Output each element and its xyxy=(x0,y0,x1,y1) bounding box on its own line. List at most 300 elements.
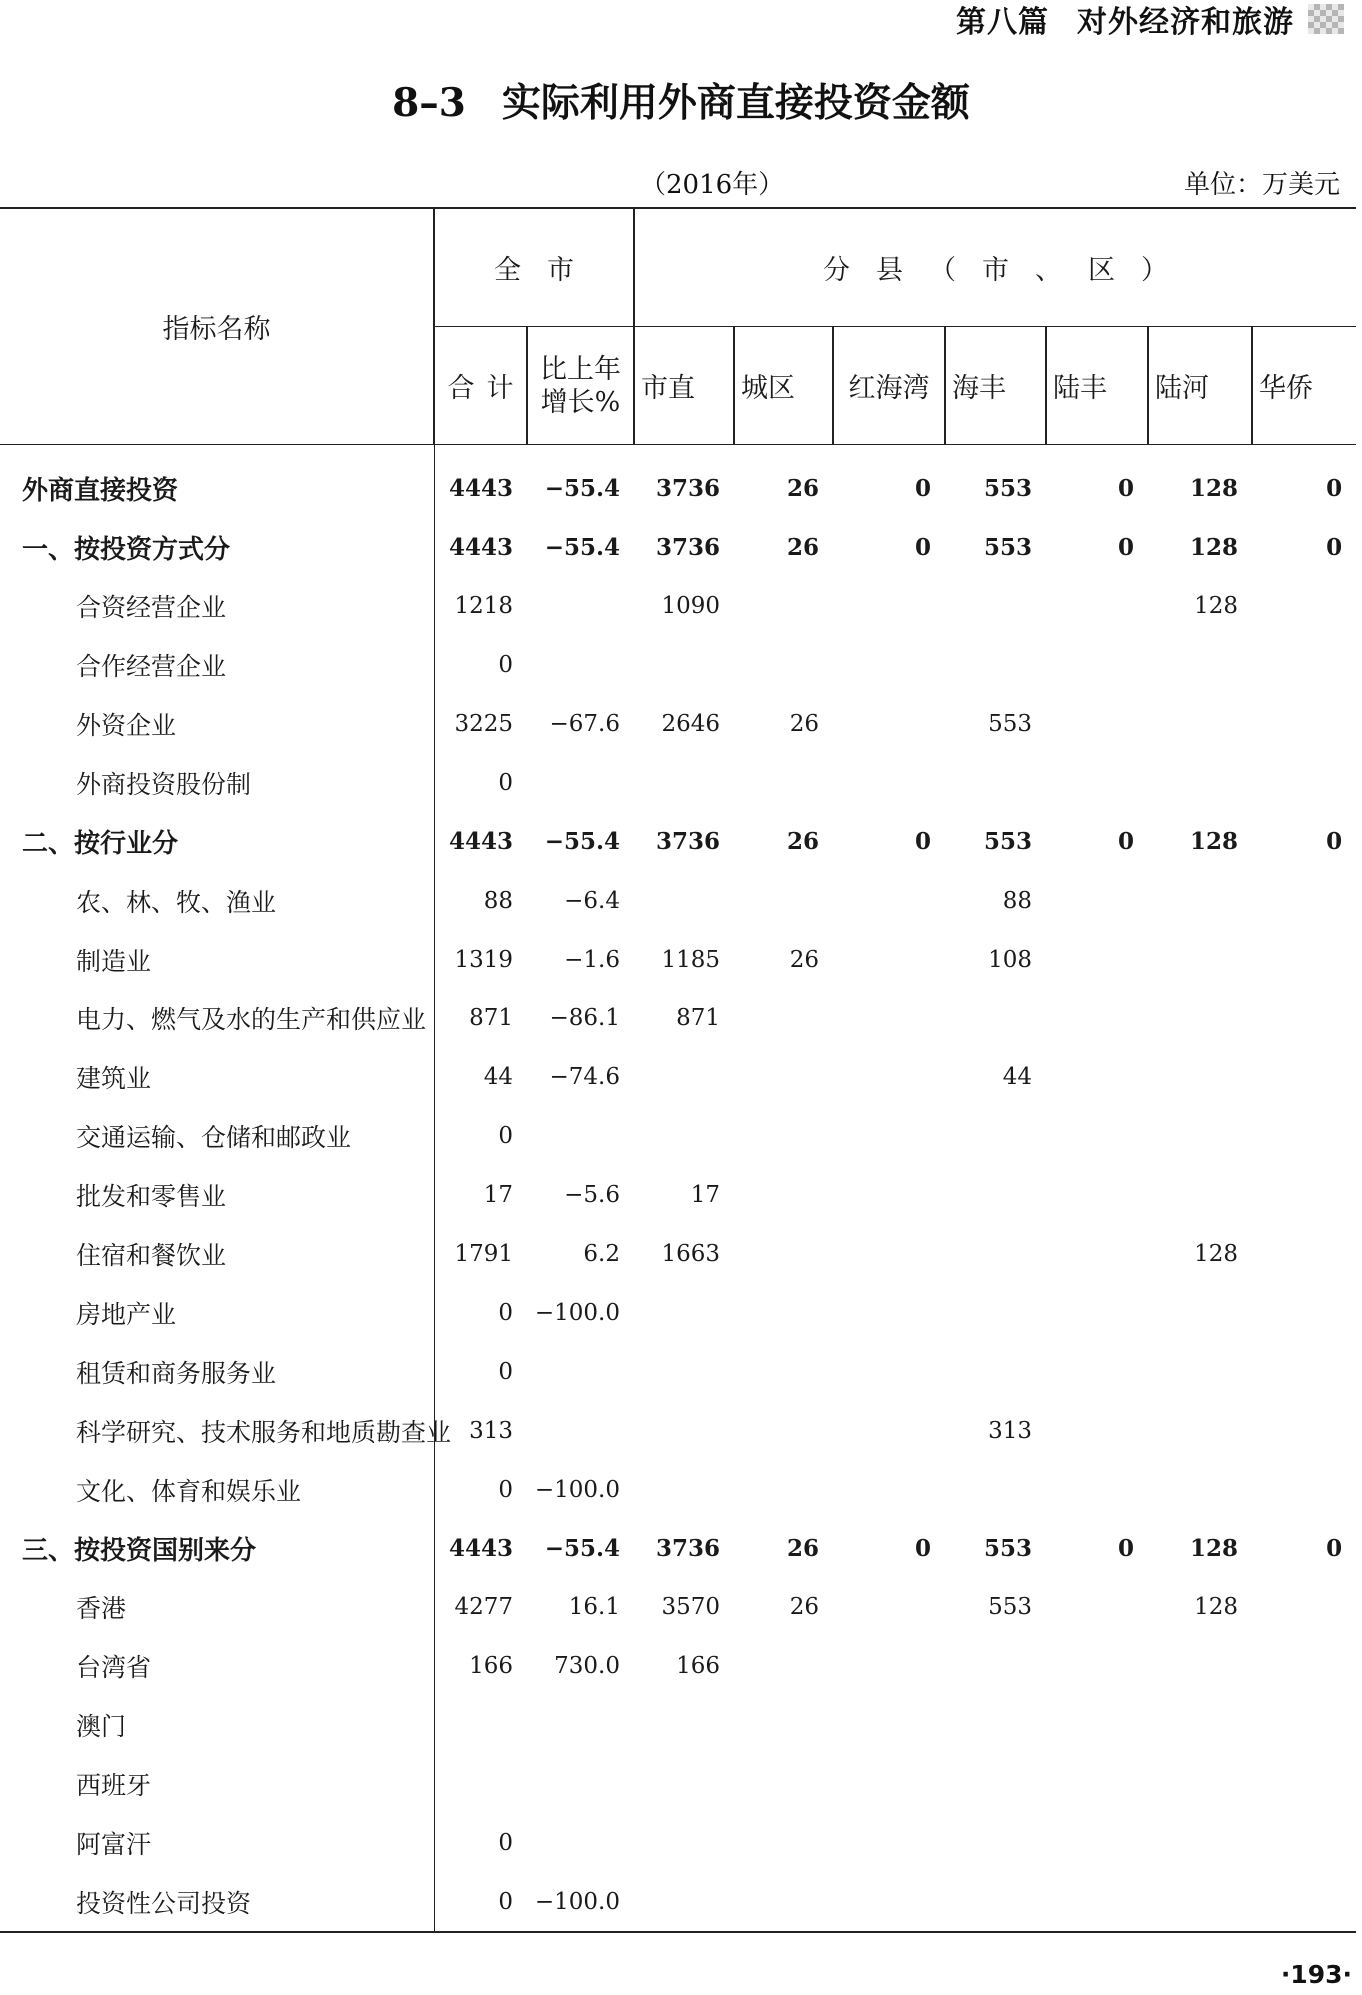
table-row xyxy=(0,1283,1356,1342)
table-title xyxy=(0,72,1362,128)
table-cell xyxy=(734,871,833,930)
table-cell xyxy=(1148,1048,1252,1107)
table-cell: 0 xyxy=(1326,533,1343,561)
table-cell: 0 xyxy=(914,533,931,561)
table-row xyxy=(0,636,1356,695)
table-cell: 26 xyxy=(786,474,819,502)
row-label: 外商直接投资 xyxy=(0,445,434,518)
table-cell xyxy=(945,1107,1046,1166)
table-cell: 3570 xyxy=(661,1594,720,1621)
table-cell xyxy=(945,1166,1046,1225)
table-cell xyxy=(1148,1342,1252,1401)
table-cell xyxy=(734,1696,833,1755)
table-row xyxy=(0,1225,1356,1284)
table-cell: −67.6 xyxy=(549,711,620,737)
header-col-lufeng-label: 陆丰 xyxy=(1053,373,1107,404)
header-col-shizhi-label: 市直 xyxy=(641,373,695,404)
table-row xyxy=(0,1342,1356,1401)
table-cell: 0 xyxy=(498,769,513,796)
table-cell xyxy=(833,1401,945,1460)
table-cell xyxy=(945,753,1046,812)
table-cell xyxy=(1046,636,1148,695)
table-cell: 128 xyxy=(1194,1594,1238,1621)
table-cell xyxy=(527,1342,634,1401)
table-cell: 17 xyxy=(483,1182,513,1209)
table-cell xyxy=(833,1696,945,1755)
table-cell: 1090 xyxy=(661,593,720,620)
table-cell: 26 xyxy=(786,533,819,561)
table-cell: 26 xyxy=(786,1534,819,1562)
table-cell xyxy=(1046,1342,1148,1401)
table-cell: 0 xyxy=(1326,1534,1343,1562)
table-cell xyxy=(1252,871,1356,930)
table-cell: 16.1 xyxy=(568,1594,620,1621)
table-cell: 44 xyxy=(1002,1064,1032,1091)
table-cell: −74.6 xyxy=(549,1064,620,1091)
table-cell xyxy=(634,1872,734,1932)
table-cell xyxy=(1148,1283,1252,1342)
table-cell: 3736 xyxy=(655,828,720,856)
table-cell xyxy=(734,1283,833,1342)
table-cell xyxy=(1252,1637,1356,1696)
table-cell xyxy=(1046,1460,1148,1519)
table-cell xyxy=(1046,989,1148,1048)
table-cell: 1218 xyxy=(454,593,513,620)
table-row xyxy=(0,1813,1356,1872)
table-cell xyxy=(833,636,945,695)
year-note: （2016年） xyxy=(640,170,785,200)
table-cell xyxy=(1046,1696,1148,1755)
table-cell xyxy=(734,1342,833,1401)
row-label: 租赁和商务服务业 xyxy=(0,1342,434,1401)
data-table-wrapper xyxy=(0,207,1356,1933)
table-row xyxy=(0,1401,1356,1460)
table-cell: 26 xyxy=(789,711,819,737)
table-cell xyxy=(833,1460,945,1519)
table-cell xyxy=(634,753,734,812)
row-label: 投资性公司投资 xyxy=(0,1872,434,1932)
table-cell: 2646 xyxy=(661,711,720,737)
table-cell: 4443 xyxy=(448,533,513,561)
table-cell xyxy=(1252,1166,1356,1225)
table-cell xyxy=(833,1578,945,1637)
table-cell xyxy=(1148,871,1252,930)
table-cell: 871 xyxy=(676,1005,720,1032)
table-cell xyxy=(734,1048,833,1107)
table-cell xyxy=(945,1813,1046,1872)
table-cell xyxy=(833,753,945,812)
table-cell xyxy=(634,1401,734,1460)
table-cell xyxy=(833,871,945,930)
header-col-huaqiao xyxy=(1252,327,1356,445)
table-cell xyxy=(945,1637,1046,1696)
row-label: 制造业 xyxy=(0,930,434,989)
table-row xyxy=(0,1637,1356,1696)
table-cell xyxy=(833,1048,945,1107)
table-cell xyxy=(833,1872,945,1932)
table-cell xyxy=(734,636,833,695)
row-label: 科学研究、技术服务和地质勘查业 xyxy=(0,1401,434,1460)
table-cell xyxy=(734,1637,833,1696)
table-cell xyxy=(1252,1107,1356,1166)
table-cell: −100.0 xyxy=(527,1872,634,1932)
table-cell xyxy=(734,1872,833,1932)
table-row xyxy=(0,1696,1356,1755)
table-cell xyxy=(734,1401,833,1460)
table-cell xyxy=(1148,1166,1252,1225)
header-col-huaqiao-label: 华侨 xyxy=(1259,373,1313,404)
table-cell xyxy=(833,695,945,754)
row-label: 台湾省 xyxy=(0,1637,434,1696)
table-cell xyxy=(1046,753,1148,812)
table-cell: 0 xyxy=(498,1358,513,1385)
row-label: 阿富汗 xyxy=(0,1813,434,1872)
table-cell: 0 xyxy=(1117,474,1134,502)
table-cell xyxy=(833,1166,945,1225)
table-cell xyxy=(434,1696,527,1755)
table-cell xyxy=(634,636,734,695)
header-col-haifeng-label: 海丰 xyxy=(952,373,1006,404)
row-label: 交通运输、仓储和邮政业 xyxy=(0,1107,434,1166)
table-cell: 0 xyxy=(434,1872,527,1932)
table-header xyxy=(0,208,1356,445)
table-cell: 0 xyxy=(1326,828,1343,856)
table-cell xyxy=(1252,1048,1356,1107)
row-label: 合资经营企业 xyxy=(0,577,434,636)
table-cell xyxy=(945,1755,1046,1814)
header-growth-line2: 增长% xyxy=(540,386,621,418)
table-cell xyxy=(1252,1755,1356,1814)
table-cell xyxy=(634,1048,734,1107)
table-cell: 0 xyxy=(914,474,931,502)
row-label: 澳门 xyxy=(0,1696,434,1755)
table-cell xyxy=(945,1872,1046,1932)
table-cell xyxy=(1046,1225,1148,1284)
table-body xyxy=(0,445,1356,1933)
table-cell xyxy=(1252,1872,1356,1932)
table-cell: 1663 xyxy=(661,1241,720,1268)
chapter-header xyxy=(956,0,1344,38)
table-cell xyxy=(734,753,833,812)
header-col-luhe-label: 陆河 xyxy=(1155,373,1209,404)
table-cell xyxy=(734,577,833,636)
table-row xyxy=(0,930,1356,989)
table-cell: −55.4 xyxy=(544,474,620,502)
table-cell: −100.0 xyxy=(534,1299,620,1326)
table-cell: 128 xyxy=(1189,533,1238,561)
table-cell xyxy=(1148,1755,1252,1814)
table-cell: 553 xyxy=(988,711,1032,737)
header-indicator: 指标名称 xyxy=(0,208,434,445)
table-cell xyxy=(1148,695,1252,754)
table-cell: −86.1 xyxy=(549,1005,620,1032)
data-table xyxy=(0,207,1356,1933)
table-cell xyxy=(1148,1107,1252,1166)
table-cell xyxy=(1046,930,1148,989)
table-title-text: 实际利用外商直接投资金额 xyxy=(501,80,970,126)
table-cell: 313 xyxy=(988,1417,1032,1444)
table-cell xyxy=(1046,1107,1148,1166)
table-cell: 3736 xyxy=(655,533,720,561)
table-cell: 0 xyxy=(1326,474,1343,502)
table-cell xyxy=(945,636,1046,695)
table-cell: 88 xyxy=(1002,887,1032,914)
table-cell xyxy=(734,1107,833,1166)
table-cell xyxy=(1148,930,1252,989)
table-cell: 26 xyxy=(789,1594,819,1621)
header-city-group: 全市 xyxy=(434,208,634,327)
table-cell: 553 xyxy=(983,474,1032,502)
table-cell xyxy=(833,930,945,989)
table-cell: 0 xyxy=(1117,533,1134,561)
header-growth-line1: 比上年 xyxy=(540,353,621,385)
table-cell xyxy=(527,1755,634,1814)
table-cell xyxy=(1148,1401,1252,1460)
header-col-luhe xyxy=(1148,327,1252,445)
table-cell: 26 xyxy=(786,828,819,856)
table-cell: 871 xyxy=(469,1005,513,1032)
table-row xyxy=(0,1578,1356,1637)
row-label: 香港 xyxy=(0,1578,434,1637)
table-cell: 553 xyxy=(988,1594,1032,1621)
table-cell: 128 xyxy=(1189,1534,1238,1562)
row-label: 农、林、牧、渔业 xyxy=(0,871,434,930)
table-row xyxy=(0,989,1356,1048)
table-cell xyxy=(1046,1166,1148,1225)
table-cell: −1.6 xyxy=(564,946,620,973)
chapter-label xyxy=(956,0,1294,41)
table-cell xyxy=(527,577,634,636)
chapter-number: 第八篇 xyxy=(956,5,1049,40)
table-cell xyxy=(1148,1872,1252,1932)
table-row xyxy=(0,518,1356,577)
table-row xyxy=(0,695,1356,754)
table-cell: 166 xyxy=(676,1653,720,1680)
table-cell: 4443 xyxy=(448,474,513,502)
table-row xyxy=(0,1460,1356,1519)
table-cell: 0 xyxy=(498,1123,513,1150)
table-cell xyxy=(527,1107,634,1166)
table-cell xyxy=(634,1283,734,1342)
table-cell xyxy=(634,1813,734,1872)
table-number: 8–3 xyxy=(392,80,466,126)
table-cell: 128 xyxy=(1189,474,1238,502)
table-cell xyxy=(833,1283,945,1342)
table-cell xyxy=(734,1166,833,1225)
table-cell: 1791 xyxy=(454,1241,513,1268)
header-total: 合计 xyxy=(434,327,527,445)
table-cell xyxy=(945,577,1046,636)
table-cell: 0 xyxy=(498,1829,513,1856)
table-cell: 3736 xyxy=(655,474,720,502)
header-growth xyxy=(527,327,634,445)
table-cell xyxy=(1148,753,1252,812)
table-cell xyxy=(527,1696,634,1755)
header-col-lufeng xyxy=(1046,327,1148,445)
table-cell xyxy=(634,1342,734,1401)
table-cell xyxy=(1252,1342,1356,1401)
table-cell xyxy=(1148,1460,1252,1519)
table-cell xyxy=(527,1401,634,1460)
page-number: ·193· xyxy=(1280,1960,1352,1989)
header-col-chengqu xyxy=(734,327,833,445)
table-cell: 553 xyxy=(983,828,1032,856)
table-cell xyxy=(634,1696,734,1755)
table-cell xyxy=(1148,636,1252,695)
table-cell xyxy=(1046,1755,1148,1814)
table-cell: 0 xyxy=(1117,828,1134,856)
table-cell xyxy=(1148,1696,1252,1755)
table-cell xyxy=(1046,1283,1148,1342)
table-cell xyxy=(734,1755,833,1814)
table-cell xyxy=(1046,1872,1148,1932)
row-label: 批发和零售业 xyxy=(0,1166,434,1225)
table-cell: 553 xyxy=(983,1534,1032,1562)
table-cell xyxy=(945,1696,1046,1755)
table-cell: 553 xyxy=(983,533,1032,561)
table-cell xyxy=(1252,695,1356,754)
row-label: 电力、燃气及水的生产和供应业 xyxy=(0,989,434,1048)
table-cell xyxy=(527,1813,634,1872)
table-cell xyxy=(734,1813,833,1872)
header-col-honghaiwan: 红海湾 xyxy=(833,327,945,445)
table-cell xyxy=(1046,871,1148,930)
table-cell: 166 xyxy=(469,1653,513,1680)
table-cell: 3225 xyxy=(454,711,513,737)
table-cell: 0 xyxy=(1117,1534,1134,1562)
table-cell xyxy=(1046,1813,1148,1872)
table-cell: 88 xyxy=(483,887,513,914)
table-cell xyxy=(1046,1401,1148,1460)
table-cell: 0 xyxy=(914,1534,931,1562)
table-cell xyxy=(527,753,634,812)
table-cell xyxy=(833,1225,945,1284)
table-cell xyxy=(833,1342,945,1401)
table-cell: −6.4 xyxy=(564,887,620,914)
table-cell xyxy=(833,1107,945,1166)
table-row xyxy=(0,577,1356,636)
header-col-haifeng xyxy=(945,327,1046,445)
row-label: 西班牙 xyxy=(0,1755,434,1814)
table-cell xyxy=(634,1460,734,1519)
table-cell xyxy=(1148,989,1252,1048)
table-cell: 26 xyxy=(789,946,819,973)
table-cell xyxy=(1046,1637,1148,1696)
table-cell xyxy=(1252,636,1356,695)
checker-pattern-icon xyxy=(1308,4,1344,34)
table-row xyxy=(0,1755,1356,1814)
table-cell: 128 xyxy=(1194,1241,1238,1268)
table-cell: −55.4 xyxy=(544,533,620,561)
table-cell xyxy=(945,1283,1046,1342)
table-cell: 4443 xyxy=(448,828,513,856)
row-label: 二、按行业分 xyxy=(0,812,434,871)
table-cell xyxy=(1252,1401,1356,1460)
unit-note: 单位：万美元 xyxy=(1183,170,1340,200)
table-row xyxy=(0,1872,1356,1932)
table-cell xyxy=(833,1755,945,1814)
table-cell: 1185 xyxy=(661,946,720,973)
table-cell: −100.0 xyxy=(534,1476,620,1503)
table-row xyxy=(0,1048,1356,1107)
table-cell xyxy=(634,871,734,930)
table-cell xyxy=(833,577,945,636)
table-cell xyxy=(833,989,945,1048)
table-cell xyxy=(1252,577,1356,636)
table-cell: 44 xyxy=(483,1064,513,1091)
table-row xyxy=(0,1519,1356,1578)
table-cell xyxy=(1252,1813,1356,1872)
row-label: 文化、体育和娱乐业 xyxy=(0,1460,434,1519)
table-cell xyxy=(434,1755,527,1814)
table-cell: 17 xyxy=(690,1182,720,1209)
header-county-group: 分县（市、区） xyxy=(634,208,1356,327)
row-label: 房地产业 xyxy=(0,1283,434,1342)
row-label: 三、按投资国别来分 xyxy=(0,1519,434,1578)
table-cell xyxy=(945,1460,1046,1519)
table-cell xyxy=(1046,1048,1148,1107)
table-cell xyxy=(945,1225,1046,1284)
table-cell xyxy=(734,1460,833,1519)
table-cell xyxy=(945,989,1046,1048)
table-row xyxy=(0,812,1356,871)
table-row xyxy=(0,753,1356,812)
table-cell xyxy=(1252,1696,1356,1755)
table-row xyxy=(0,1107,1356,1166)
table-cell xyxy=(734,989,833,1048)
table-cell: 0 xyxy=(498,1476,513,1503)
table-cell: 108 xyxy=(988,946,1032,973)
table-cell: 0 xyxy=(498,1299,513,1326)
table-cell: 6.2 xyxy=(583,1241,620,1268)
table-cell xyxy=(1046,695,1148,754)
table-cell xyxy=(833,1813,945,1872)
row-label: 外商投资股份制 xyxy=(0,753,434,812)
table-cell xyxy=(634,1107,734,1166)
table-cell xyxy=(1252,1578,1356,1637)
table-row xyxy=(0,871,1356,930)
table-cell: 1319 xyxy=(454,946,513,973)
table-cell xyxy=(634,1755,734,1814)
table-cell xyxy=(1252,753,1356,812)
row-label: 一、按投资方式分 xyxy=(0,518,434,577)
table-cell xyxy=(1252,1225,1356,1284)
table-row xyxy=(0,445,1356,518)
table-cell: 128 xyxy=(1194,593,1238,620)
table-cell: 4277 xyxy=(454,1594,513,1621)
table-cell xyxy=(734,1225,833,1284)
table-cell: 313 xyxy=(469,1417,513,1444)
row-label: 住宿和餐饮业 xyxy=(0,1225,434,1284)
row-label: 外资企业 xyxy=(0,695,434,754)
row-label: 合作经营企业 xyxy=(0,636,434,695)
table-cell xyxy=(1252,989,1356,1048)
table-cell: 4443 xyxy=(448,1534,513,1562)
table-cell xyxy=(833,1637,945,1696)
table-cell xyxy=(1252,930,1356,989)
table-cell: 128 xyxy=(1189,828,1238,856)
header-col-chengqu-label: 城区 xyxy=(741,373,795,404)
table-cell xyxy=(1046,577,1148,636)
table-cell xyxy=(1252,1283,1356,1342)
table-row xyxy=(0,1166,1356,1225)
table-cell xyxy=(1148,1637,1252,1696)
table-cell xyxy=(1046,1578,1148,1637)
table-cell xyxy=(1148,1813,1252,1872)
chapter-title: 对外经济和旅游 xyxy=(1077,5,1294,40)
table-cell xyxy=(945,1342,1046,1401)
table-cell xyxy=(527,636,634,695)
